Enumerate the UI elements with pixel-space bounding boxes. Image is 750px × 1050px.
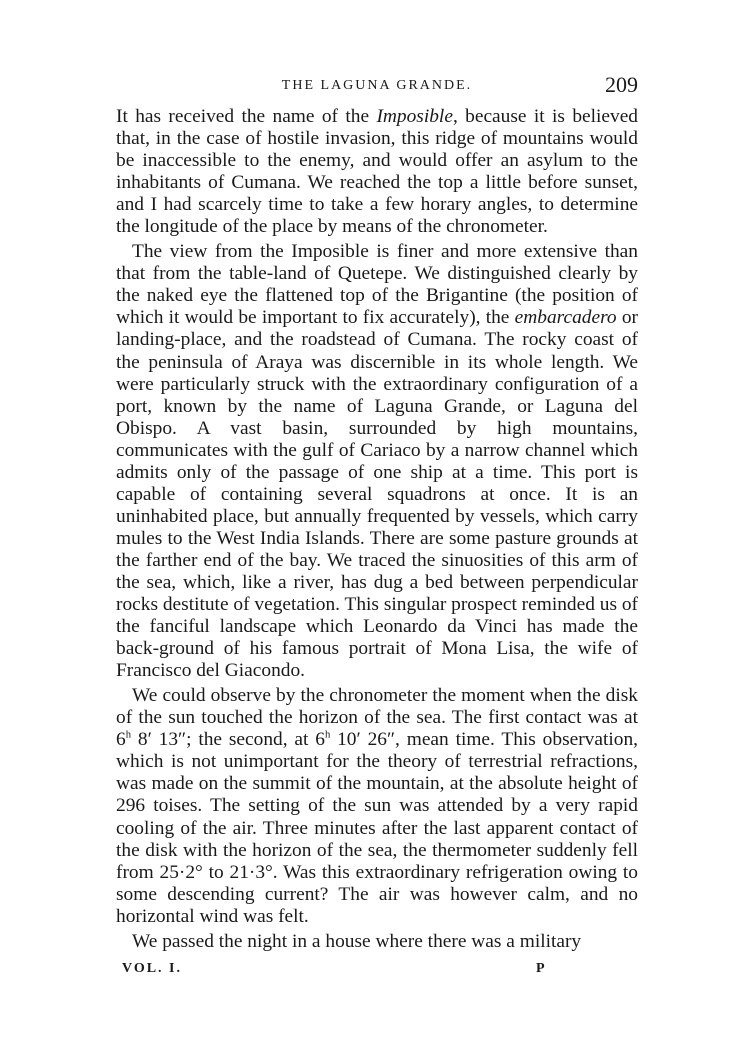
paragraph-2-italic-embarcadero: embarcadero <box>514 307 617 329</box>
paragraph-3-text-a: We could observe by the chronometer the moment when the disk of the sun touched the horizon of the sea. The first contact was at 6 <box>116 685 638 751</box>
paragraph-1-text-c: , because it is believed that, in the case of hostile invasion, this ridge of mountains would be inaccessible to the enemy, and would offer an asylum to the inhabitants of Cumana. We reached the top a little before sunset, and I had scarcely time to take a few horary angles, to determine the longitude of the place by means of the chronometer. <box>116 106 639 238</box>
paragraph-1 <box>116 106 638 238</box>
paragraph-3-text-b: 8′ 13″; the second, at 6 <box>131 729 325 751</box>
paragraph-3-hours-superscript-1: h <box>125 728 132 741</box>
body-text <box>116 106 638 953</box>
paragraph-3-hours-superscript-2: h <box>324 728 331 741</box>
volume-label: VOL. I. <box>122 960 183 976</box>
page-footer <box>116 961 638 981</box>
paragraph-1-text-a: It has received the name of the <box>116 106 377 127</box>
paragraph-2-text-a: The view from the Imposible is finer and more extensive than that from the table-land of Quetepe. We distinguished clearly by the naked eye the flattened top of the Brigantine (the position of which it would be important to fix accurately), the <box>116 241 638 329</box>
running-head <box>116 72 638 106</box>
paragraph-2 <box>116 241 638 682</box>
paragraph-3 <box>116 685 638 928</box>
book-page <box>116 72 638 981</box>
signature-mark: P <box>536 960 547 976</box>
paragraph-2-text-c: or landing-place, and the roadstead of Cumana. The rocky coast of the peninsula of Araya was discernible in its whole length. We were particularly struck with the extraordinary configuration of a port, known by the name of Laguna Grande, or Laguna del Obispo. A vast basin, surrounded by high mountains, communicates with the gulf of Cariaco by a narrow channel which admits only of the passage of one ship at a time. This port is capable of containing several squadrons at once. It is an uninhabited place, but annually frequented by vessels, which carry mules to the West India Islands. There are some pasture grounds at the farther end of the bay. We traced the sinuosities of this arm of the sea, which, like a river, has dug a bed between perpendicular rocks destitute of vegetation. This singular prospect reminded us of the fanciful landscape which Leonardo da Vinci has made the back-ground of his famous portrait of Mona Lisa, the wife of Francisco del Giacondo. <box>116 307 638 682</box>
running-title: THE LAGUNA GRANDE. <box>281 78 473 93</box>
page-number: 209 <box>605 72 638 97</box>
paragraph-4-text-a: We passed the night in a house where there was a military <box>132 930 582 952</box>
paragraph-4 <box>116 931 638 953</box>
paragraph-1-italic-imposible: Imposible <box>376 106 453 127</box>
paragraph-3-text-c: 10′ 26″, mean time. This observation, which is not unimportant for the theory of terrestrial refractions, was made on the summit of the mountain, at the absolute height of 296 toises. The setting of the sun was attended by a very rapid cooling of the air. Three minutes after the last apparent contact of the disk with the horizon of the sea, the thermometer suddenly fell from 25·2° to 21·3°. Was this extraordinary refrigeration owing to some descending current? The air was however calm, and no horizontal wind was felt. <box>116 729 638 927</box>
